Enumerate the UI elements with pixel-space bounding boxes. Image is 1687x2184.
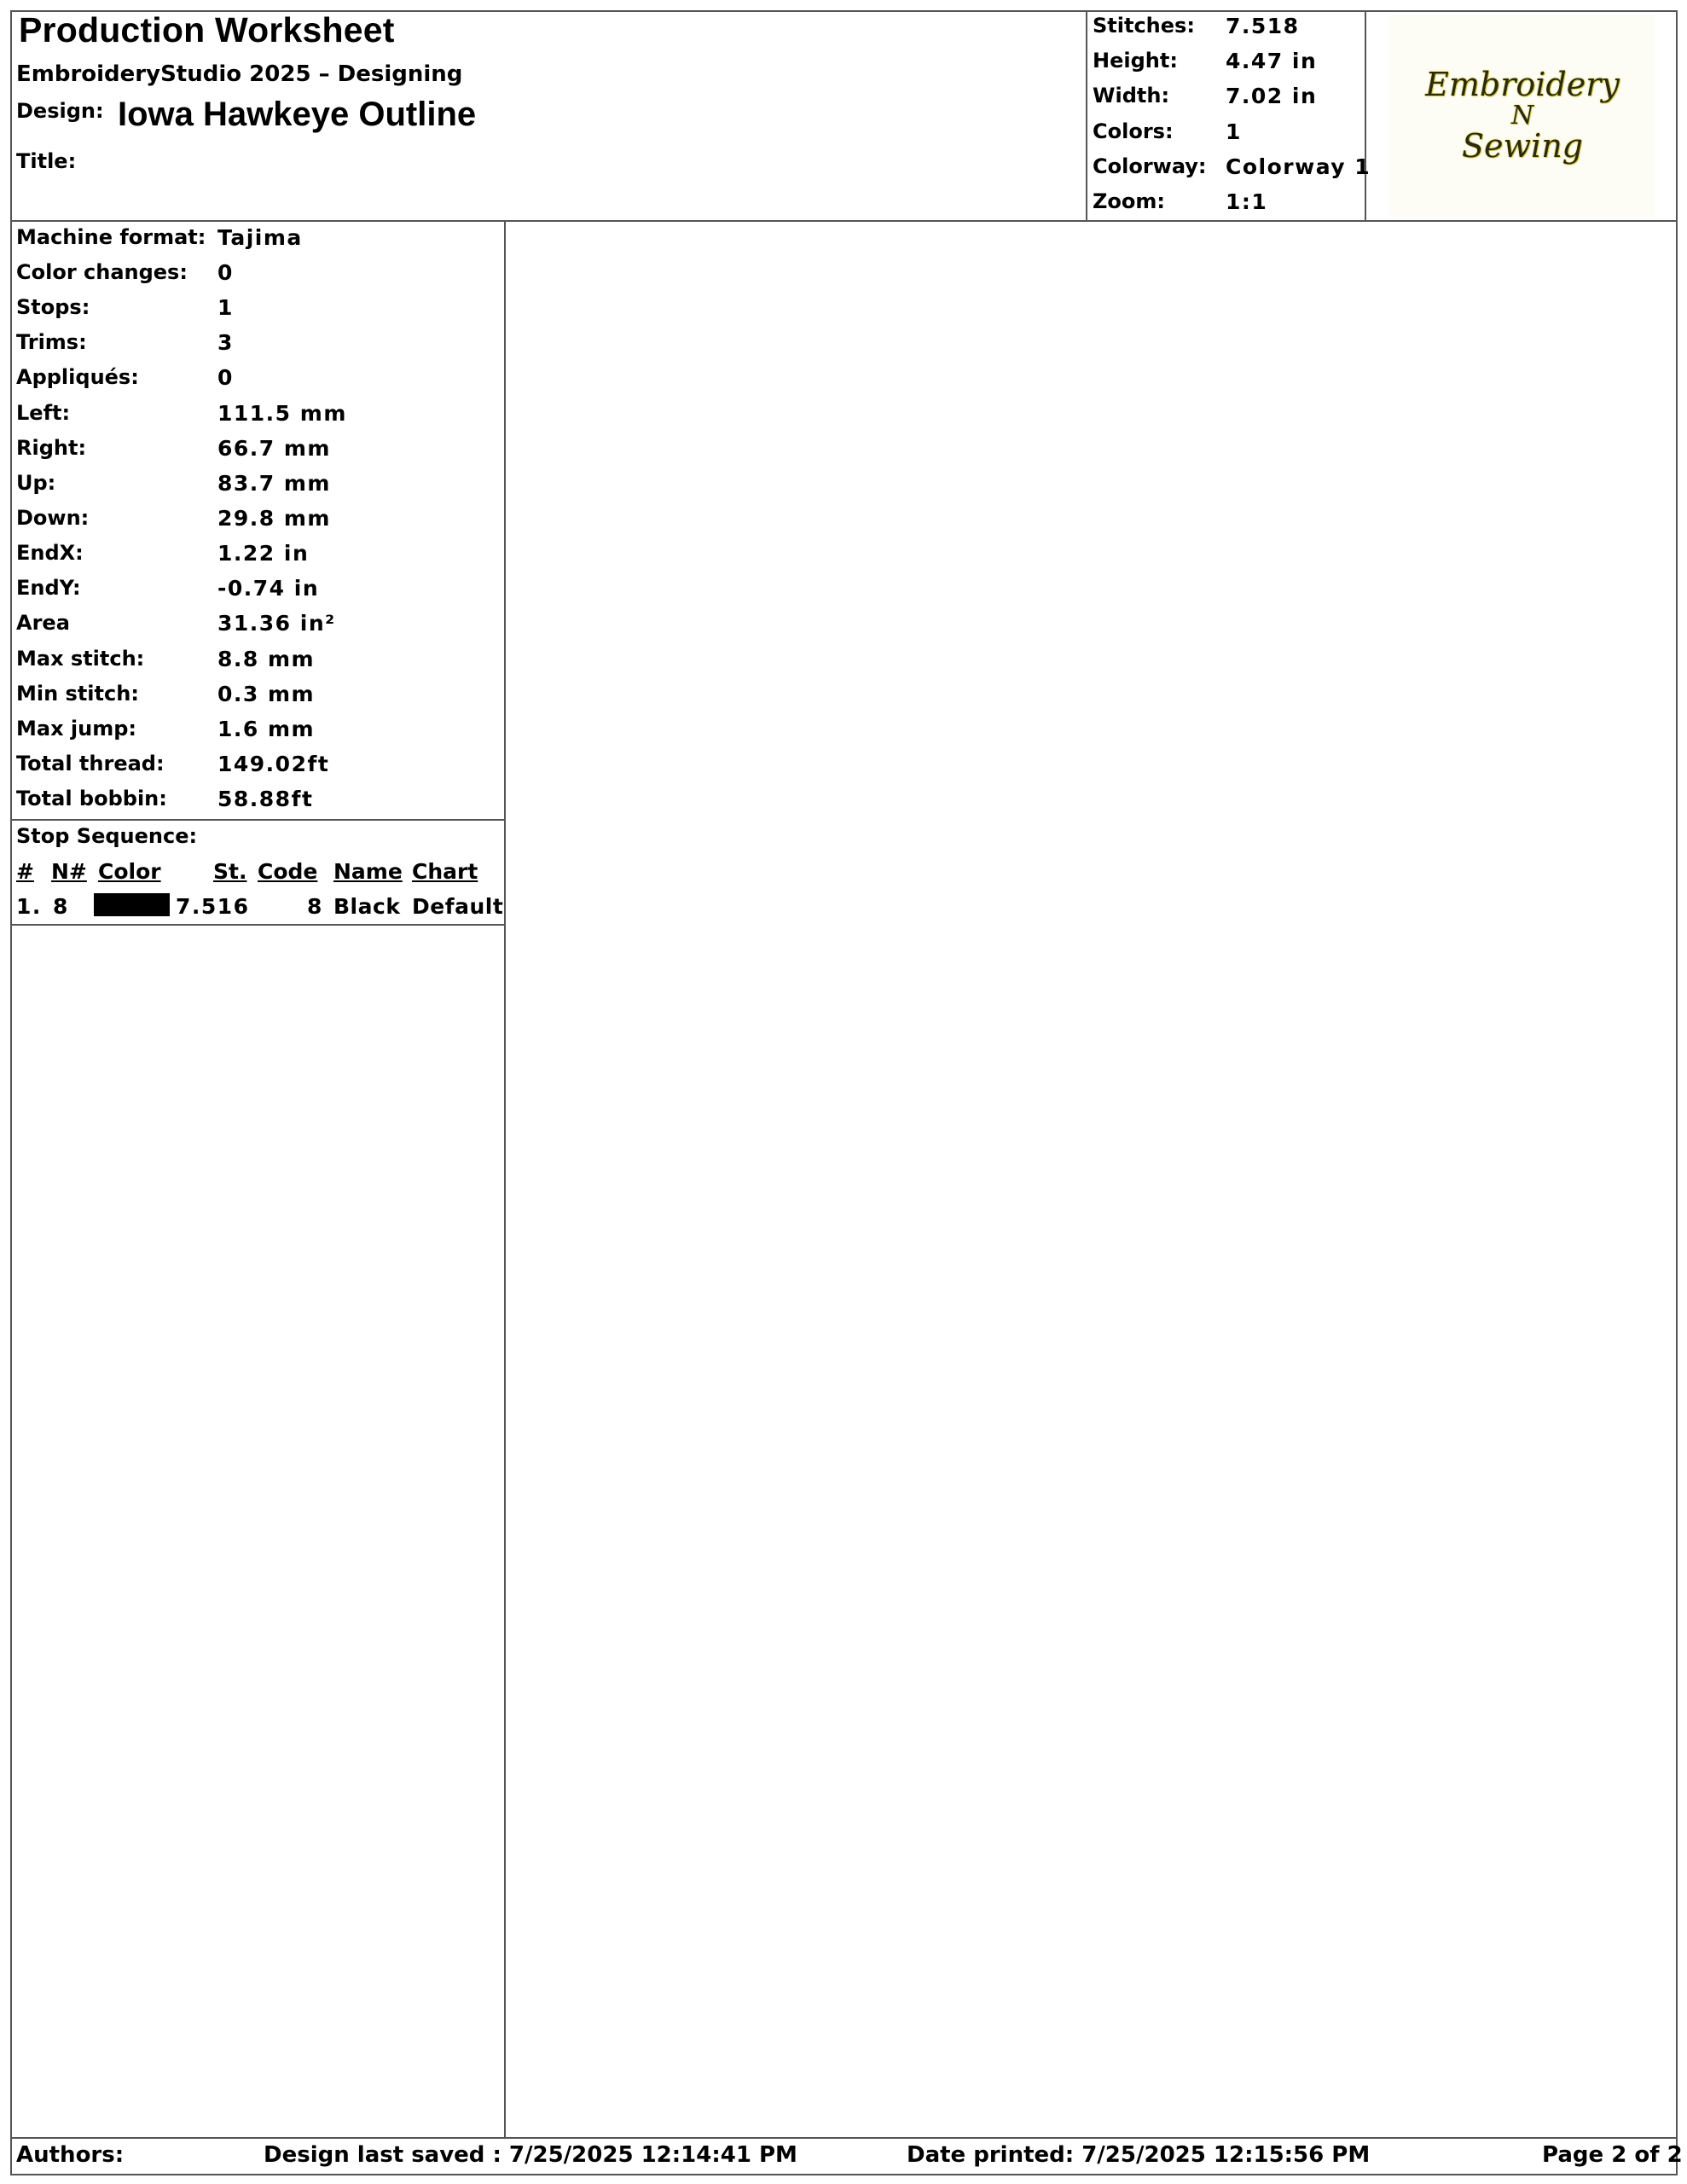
logo-line-3: Sewing (1462, 126, 1583, 165)
stitches-value: 7.518 (1226, 14, 1300, 38)
page-title: Production Worksheet (19, 10, 395, 49)
col-header-needle: N# (51, 859, 87, 884)
design-label: Design: (16, 99, 104, 123)
row-stitches: 7.516 (176, 894, 250, 919)
stats-divider (10, 819, 504, 821)
stat-label: Total bobbin: (16, 787, 167, 810)
col-header-code: Code (258, 859, 318, 884)
worksheet-page (10, 10, 1678, 2175)
colorway-value: Colorway 1 (1226, 154, 1371, 179)
col-header-color: Color (98, 859, 161, 884)
stop-sequence-label: Stop Sequence: (16, 824, 198, 848)
embroidery-n-sewing-logo (1390, 15, 1655, 217)
stat-value: 149.02ft (217, 752, 330, 776)
row-name: Black (333, 894, 401, 919)
stat-label: Left: (16, 401, 71, 425)
stat-label: Right: (16, 436, 87, 460)
height-label: Height: (1093, 49, 1178, 73)
stat-value: -0.74 in (217, 576, 320, 601)
zoom-value: 1:1 (1226, 189, 1268, 214)
logo-line-2: N (1510, 101, 1534, 131)
header-divider (10, 220, 1678, 222)
stat-value: 0 (217, 365, 234, 390)
colorway-label: Colorway: (1093, 154, 1207, 178)
footer-divider (10, 2137, 1678, 2139)
stat-value: 83.7 mm (217, 471, 331, 496)
page-number: Page 2 of 2 (1542, 2142, 1683, 2168)
stat-value: Tajima (217, 225, 303, 250)
colors-label: Colors: (1093, 119, 1174, 143)
stat-label: Down: (16, 506, 90, 530)
stat-label: Min stitch: (16, 682, 139, 706)
zoom-label: Zoom: (1093, 189, 1165, 213)
last-saved: Design last saved : 7/25/2025 12:14:41 PM (264, 2142, 797, 2168)
summary-divider-left (1086, 10, 1087, 220)
stat-label: EndY: (16, 576, 81, 600)
row-needle: 8 (53, 894, 69, 919)
summary-divider-right (1365, 10, 1366, 220)
row-chart: Default (412, 894, 504, 919)
colors-value: 1 (1226, 119, 1242, 144)
left-panel-divider (504, 220, 506, 2137)
width-label: Width: (1093, 84, 1170, 107)
col-header-chart: Chart (412, 859, 478, 884)
stat-label: Up: (16, 471, 56, 495)
col-header-number: # (16, 859, 34, 884)
sequence-divider (10, 924, 504, 926)
col-header-name: Name (333, 859, 403, 884)
stat-label: Total thread: (16, 752, 165, 775)
stat-label: Appliqués: (16, 365, 139, 389)
stat-value: 3 (217, 330, 234, 355)
stat-label: Max stitch: (16, 647, 145, 671)
stat-value: 66.7 mm (217, 436, 331, 461)
height-value: 4.47 in (1226, 49, 1318, 73)
stat-label: Machine format: (16, 225, 206, 249)
col-header-stitches: St. (213, 859, 247, 884)
stat-value: 1 (217, 295, 234, 320)
width-value: 7.02 in (1226, 84, 1318, 108)
color-swatch (94, 893, 170, 916)
stat-label: Stops: (16, 295, 90, 319)
stat-value: 58.88ft (217, 787, 314, 811)
stat-value: 1.22 in (217, 541, 310, 566)
software-name: EmbroideryStudio 2025 – Designing (16, 61, 463, 87)
row-code: 8 (307, 894, 323, 919)
stat-value: 1.6 mm (217, 717, 316, 741)
stat-label: Max jump: (16, 717, 137, 741)
logo-line-1: Embroidery (1425, 66, 1620, 104)
stat-label: Trims: (16, 330, 87, 354)
design-name: Iowa Hawkeye Outline (118, 96, 477, 133)
stitches-label: Stitches: (1093, 14, 1195, 38)
stat-value: 0 (217, 260, 234, 285)
stat-value: 0.3 mm (217, 682, 316, 706)
date-printed: Date printed: 7/25/2025 12:15:56 PM (907, 2142, 1371, 2168)
stat-value: 31.36 in² (217, 611, 336, 636)
stat-label: EndX: (16, 541, 84, 565)
stat-value: 29.8 mm (217, 506, 331, 531)
stat-label: Area (16, 611, 70, 635)
stat-value: 111.5 mm (217, 401, 347, 426)
title-label: Title: (16, 149, 77, 173)
stat-value: 8.8 mm (217, 647, 316, 671)
stat-label: Color changes: (16, 260, 188, 284)
authors-label: Authors: (16, 2142, 125, 2168)
row-number: 1. (16, 894, 42, 919)
